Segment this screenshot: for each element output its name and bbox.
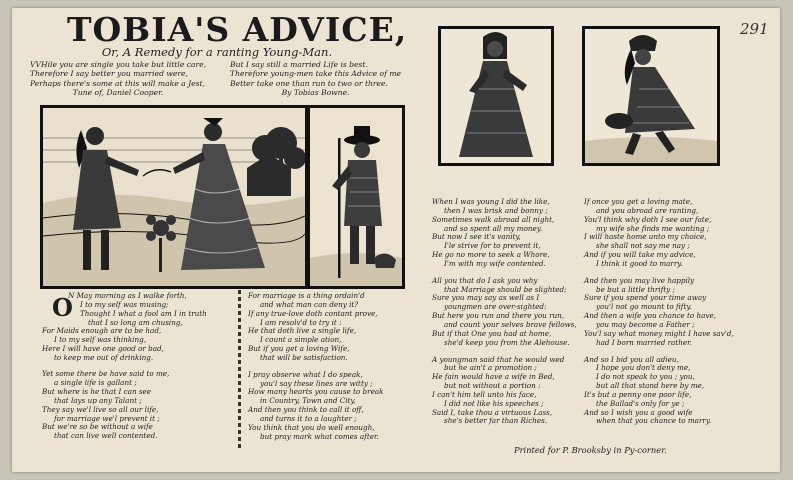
verse-line: and turns it to a laughter ;: [260, 413, 357, 423]
verse-line: He that doth live a single life,: [248, 326, 357, 336]
verse-line: you'l say these lines are witty ;: [260, 378, 373, 388]
verse-line: When I was young I did the like,: [432, 197, 550, 206]
author-line: By Tobias Bowne.: [281, 88, 350, 98]
verse-line: You think that you do well enough,: [248, 422, 375, 432]
verse-line: And then a wife you chance to have,: [584, 311, 717, 321]
woodcut-couple-illustration: [43, 108, 305, 286]
verse-line: But where is he that I can see: [42, 387, 152, 397]
verse-line: For marriage is a thing ordain'd: [248, 291, 365, 300]
verse-line: But now I see it's vanity,: [432, 232, 521, 242]
verse-line: And if you will take my advice,: [584, 250, 696, 260]
verse-line: It's but a penny one poor life,: [584, 389, 692, 399]
verse-line: He go no more to seek a Whore,: [432, 250, 550, 260]
verse-line: I hope you don't deny me,: [596, 363, 691, 373]
verse-line: to keep me out of drinking.: [54, 352, 154, 362]
verse-line: You'l say what money might I have sav'd,: [584, 328, 734, 338]
verse-line: youngmen are over-sighted:: [444, 302, 547, 312]
tune-line: Tune of, Daniel Cooper.: [72, 88, 164, 98]
woodcut-gallant-man: [582, 26, 720, 166]
woodcut-woman-illustration: [441, 29, 551, 163]
verse-line: but all that stand here by me,: [596, 381, 705, 391]
verse-line: you'l not go mount to fifty.: [596, 302, 692, 312]
verse-column-3: [432, 198, 577, 426]
verse-line: the Ballad's only for ye ;: [596, 398, 685, 408]
verse-line: If any true-love doth contant prove,: [248, 308, 378, 318]
verse-line: and count your selves brave fellows,: [444, 319, 577, 329]
verse-line: Sure if you spend your time away: [584, 293, 707, 303]
verse-column-4: [584, 198, 734, 426]
verse-line: that can live well contented.: [54, 431, 158, 441]
broadside-sheet: [12, 8, 780, 472]
verse-line: I am resolv'd to try it :: [260, 317, 342, 327]
verse-line: you may become a Father ;: [596, 319, 695, 329]
printer-imprint: Printed for P. Brooksby in Py-corner.: [514, 445, 667, 455]
verse-line: a single life is gallant ;: [54, 378, 137, 388]
verse-line: I count a simple ation,: [260, 335, 342, 345]
verse-line: They say we'l live so all our life,: [42, 404, 159, 414]
column-divider-ornament: [238, 290, 241, 450]
woodcut-staff-illustration: [310, 108, 402, 286]
verse-line: You'l think why doth I see our fate,: [584, 214, 712, 224]
verse-line: Sure you may say as well as I: [432, 293, 540, 303]
verse-line: that lays up any Talant ;: [54, 395, 142, 405]
verse-line: I to my self was musing;: [80, 299, 169, 309]
intro-verse-right: But I say still a married Life is best. Therefore young-men take this Advice of me Better take one than run to two or three. By Tobias Bowne.: [230, 60, 402, 98]
woodcut-man-with-staff: [307, 105, 405, 289]
verse-line: my wife she finds me wanting ;: [596, 223, 710, 233]
verse-line: How many hearts you cause to break: [248, 387, 384, 397]
verse-line: that will be satisfaction.: [260, 352, 348, 362]
verse-line: Said I, take thou a virtuous Lass,: [432, 407, 553, 417]
verse-line: and what man can deny it?: [260, 299, 359, 309]
verse-line: All you that do I ask you why: [432, 275, 538, 285]
intro-verse-left: VVHile you are single you take but little care, Therefore I say better you married were, Perhaps there's some at this will make a Jest, Tune of, Daniel Cooper.: [30, 60, 207, 98]
verse-column-1: [68, 292, 207, 327]
verse-column-1-cont: [42, 327, 169, 441]
woodcut-gallant-illustration: [585, 29, 717, 163]
verse-line: N May morning as I walke forth,: [68, 291, 187, 300]
verse-line: I pray observe what I do speak,: [248, 369, 363, 379]
verse-line: I can't him tell unto his face,: [432, 389, 537, 399]
verse-line: and you abroad are ranting,: [596, 205, 699, 215]
verse-line: Sometimes walk abroad all night,: [432, 214, 555, 224]
verse-line: And so I wish you a good wife: [584, 407, 693, 417]
verse-line: But if you get a loving Wife,: [248, 344, 350, 354]
verse-line: If once you get a loving mate,: [584, 197, 693, 206]
verse-line: I do not speak to you ; you,: [596, 372, 695, 382]
verse-line: I to my self was thinking,: [54, 334, 146, 344]
verse-line: I'le strive for to prevent it,: [444, 241, 541, 251]
verse-line: when that you chance to marry.: [596, 416, 712, 426]
verse-line: But here you run and there you run,: [432, 311, 565, 321]
verse-line: she shall not say me nay ;: [596, 241, 690, 251]
verse-line: I will haste home unto my choice,: [584, 232, 707, 242]
verse-line: for marriage we'l prevent it ;: [54, 413, 160, 423]
verse-line: I'm with my wife contented.: [444, 258, 546, 268]
verse-line: but he ain't a promotion ;: [444, 363, 537, 373]
verse-line: He fain would have a wife in Bed,: [432, 372, 555, 382]
verse-line: but not without a portion :: [444, 381, 541, 391]
verse-line: Thought I what a fool am I in truth: [80, 308, 207, 318]
verse-line: And then you think to call it off,: [248, 405, 364, 415]
verse-line: But if that One you had at home,: [432, 328, 552, 338]
ballad-title: TOBIA'S ADVICE,: [67, 10, 408, 49]
verse-line: and so spent all my money.: [444, 223, 543, 233]
folio-number: 291: [740, 20, 769, 38]
verse-line: I think it good to marry.: [596, 258, 683, 268]
verse-line: And then you may live happily: [584, 275, 695, 285]
verse-line: Yet some there be have said to me,: [42, 369, 170, 379]
verse-line: I did not like his speeches ;: [444, 398, 544, 408]
verse-line: then I was brisk and bonny ;: [444, 205, 548, 215]
verse-line: Here I will have one good or bad,: [42, 343, 164, 353]
verse-line: And so I bid you all adieu,: [584, 354, 679, 364]
verse-line: But we're so be without a wife: [42, 422, 153, 432]
verse-line: but pray mark what comes after.: [260, 431, 379, 441]
drop-cap-letter: O: [52, 293, 73, 322]
verse-line: that I so long am chusing,: [88, 317, 183, 327]
verse-line: in Country, Town and City,: [260, 396, 356, 406]
ballad-subtitle: Or, A Remedy for a ranting Young-Man.: [101, 45, 333, 59]
woodcut-standing-woman: [438, 26, 554, 166]
verse-line: she's better far than Riches.: [444, 416, 548, 426]
verse-line: had I born married rather.: [596, 337, 693, 347]
verse-line: that Marriage should be slighted;: [444, 284, 567, 294]
woodcut-couple-landscape: [40, 105, 308, 289]
verse-line: A youngman said that he would wed: [432, 354, 565, 364]
verse-line: For Maids enough are to be had,: [42, 326, 162, 335]
verse-column-2: [248, 292, 383, 442]
verse-line: she'd keep you from the Alehouse.: [444, 337, 570, 347]
verse-line: be but a little thrifty ;: [596, 284, 675, 294]
